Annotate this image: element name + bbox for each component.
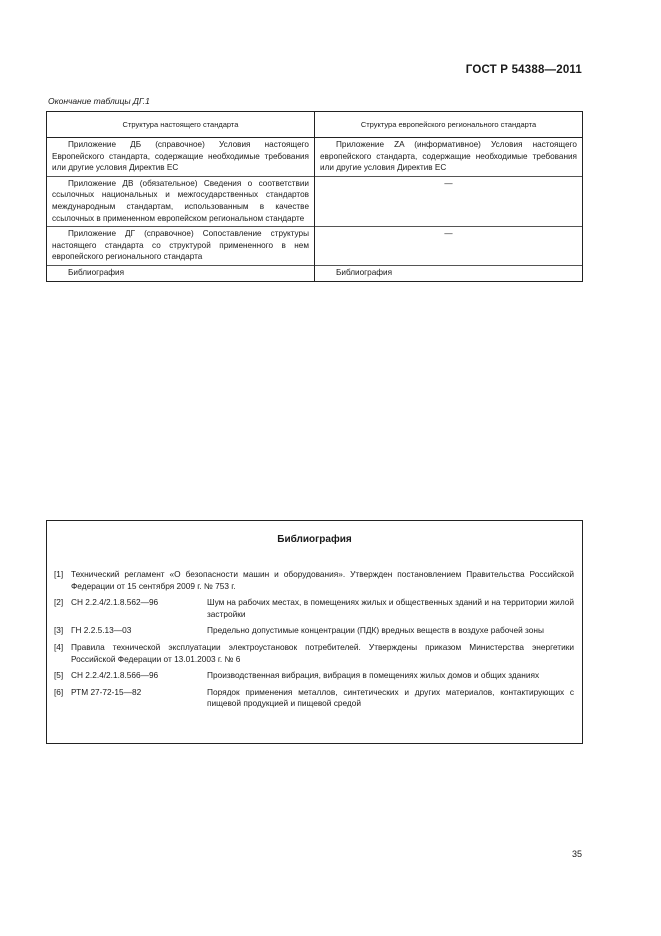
column-header: Структура европейского регионального стандарта: [315, 112, 583, 138]
bibliography-entry: [54, 687, 574, 710]
table-cell: Приложение ДВ (обязательное) Сведения о соответствии ссылочных национальных и межгосударственных стандартов международным стандартам, использованным в качестве ссылочных в примененном европейском региональном стандарте: [47, 176, 315, 226]
bibliography-section: [46, 520, 583, 744]
bibliography-entry: [54, 642, 574, 665]
bibliography-entry: [54, 569, 574, 592]
entry-description: Шум на рабочих местах, в помещениях жилых и общественных зданий и на территории жилой застройки: [207, 597, 574, 619]
table-row: [47, 265, 583, 281]
table-cell: —: [315, 227, 583, 266]
table-row: [47, 227, 583, 266]
table-cell: Приложение ZA (информативное) Условия настоящего европейского стандарта, содержащие необходимые требования или другие условия Директив ЕС: [315, 138, 583, 177]
bibliography-entry: [54, 625, 574, 637]
entry-document-code: СН 2.2.4/2.1.8.562—96: [71, 597, 159, 608]
structure-comparison-table: [46, 111, 583, 282]
table-row: [47, 138, 583, 177]
table-cell: —: [315, 176, 583, 226]
bibliography-entry: [54, 670, 574, 682]
bibliography-list: [54, 569, 574, 715]
entry-number: [5]: [54, 670, 64, 681]
entry-number: [1]: [54, 569, 64, 579]
table-cell: Приложение ДБ (справочное) Условия настоящего Европейского стандарта, содержащие необходимые требования или другие условия Директив ЕС: [47, 138, 315, 177]
entry-number: [3]: [54, 625, 64, 636]
entry-document-code: СН 2.2.4/2.1.8.566—96: [71, 670, 159, 681]
page-number: 35: [571, 849, 582, 859]
table-cell: Приложение ДГ (справочное) Сопоставление структуры настоящего стандарта со структурой примененного в нем европейского регионального стандарта: [47, 227, 315, 266]
entry-number: [2]: [54, 597, 64, 608]
entry-description: Предельно допустимые концентрации (ПДК) вредных веществ в воздухе рабочей зоны: [207, 625, 544, 636]
entry-document-code: ГН 2.2.5.13—03: [71, 625, 132, 636]
document-code: ГОСТ Р 54388—2011: [465, 64, 582, 76]
entry-text: Технический регламент «О безопасности машин и оборудования». Утвержден постановлением Правительства Российской Федерации от 15 сентября 2009 г. № 753 г.: [71, 569, 574, 591]
entry-description: Порядок применения металлов, синтетических и других материалов, контактирующих с пищевой продукцией и пищевой средой: [207, 686, 574, 709]
entry-number: [6]: [54, 686, 64, 697]
entry-text: Правила технической эксплуатации электроустановок потребителей. Утверждены приказом Министерства энергетики Российской Федерации от 13.01.2003 г. № 6: [71, 641, 574, 664]
bibliography-entry: [54, 597, 574, 620]
entry-document-code: РТМ 27-72-15—82: [71, 686, 142, 697]
bibliography-title: Библиография: [277, 534, 352, 545]
entry-description: Производственная вибрация, вибрация в помещениях жилых домов и общих зданиях: [207, 670, 540, 681]
table-cell: Библиография: [47, 265, 315, 281]
table-header-row: [47, 112, 583, 138]
table-caption: Окончание таблицы ДГ.1: [48, 96, 150, 106]
table-cell: Библиография: [315, 265, 583, 281]
table-row: [47, 176, 583, 226]
entry-number: [4]: [54, 641, 64, 652]
column-header: Структура настоящего стандарта: [47, 112, 315, 138]
